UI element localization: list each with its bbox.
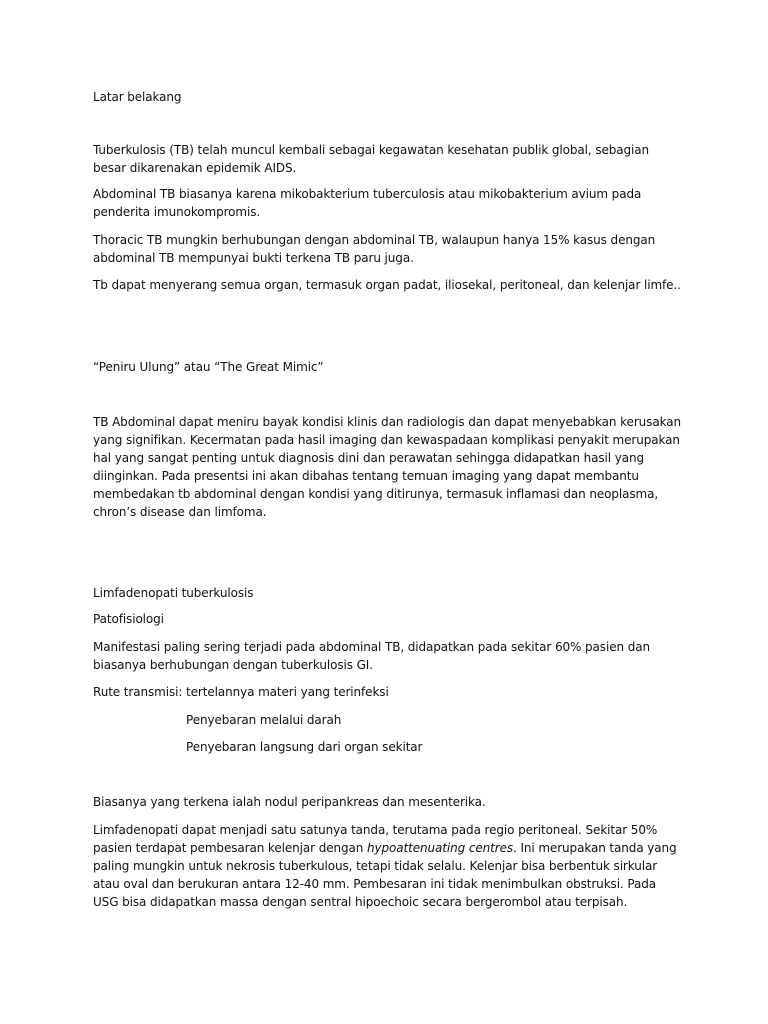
paragraph-text: Limfadenopati dapat menjadi satu satunya tanda, terutama pada regio peritoneal. Sekitar 50% pasien terdapat pembesaran kelenjar dengan: [93, 823, 658, 855]
heading-peniru-ulung: “Peniru Ulung” atau “The Great Mimic”: [93, 360, 324, 374]
rute-item: tertelannya materi yang terinfeksi: [186, 685, 389, 699]
paragraph-manifestasi: Manifestasi paling sering terjadi pada abdominal TB, didapatkan pada sekitar 60% pasien dan biasanya berhubungan dengan tuberkulosis GI.: [93, 640, 650, 672]
rute-transmisi-label: Rute transmisi:: [93, 685, 183, 699]
heading-latar-belakang: Latar belakang: [93, 90, 182, 104]
heading-limfadenopati: Limfadenopati tuberkulosis: [93, 586, 254, 600]
paragraph-text: . Ini merupakan tanda yang paling mungkin untuk nekrosis tuberkulous, tetapi tidak selalu. Kelenjar bisa berbentuk sirkular atau oval dan berukuran antara 12-40 mm. Pembesaran ini tidak menimbulkan obstruksi. Pada USG bisa didapatkan massa dengan sentral hipoechoic secara bergerombol atau terpisah.: [93, 841, 677, 909]
italic-term: hypoattenuating centres: [367, 841, 514, 855]
heading-patofisiologi: Patofisiologi: [93, 612, 164, 626]
rute-item: Penyebaran langsung dari organ sekitar: [186, 740, 423, 754]
paragraph-abdominal-tb: Abdominal TB biasanya karena mikobakterium tuberculosis atau mikobakterium avium pada penderita imunokompromis.: [93, 187, 642, 219]
paragraph-thoracic-tb: Thoracic TB mungkin berhubungan dengan abdominal TB, walaupun hanya 15% kasus dengan abdominal TB mempunyai bukti terkena TB paru juga.: [93, 233, 656, 265]
rute-item: Penyebaran melalui darah: [186, 713, 342, 727]
paragraph-tb-abdominal-mimic: TB Abdominal dapat meniru bayak kondisi klinis dan radiologis dan dapat menyebabkan kerusakan yang signifikan. Kecermatan pada hasil imaging dan kewaspadaan komplikasi penyakit merupakan hal yang sangat penting untuk diagnosis dini dan perawatan sehingga didapatkan hasil yang diinginkan. Pada presentsi ini akan dibahas tentang temuan imaging yang dapat membantu membedakan tb abdominal dengan kondisi yang ditirunya, termasuk inflamasi dan neoplasma, chron’s disease dan limfoma.: [93, 415, 681, 519]
paragraph-nodul: Biasanya yang terkena ialah nodul peripankreas dan mesenterika.: [93, 795, 486, 809]
paragraph-tb-organ: Tb dapat menyerang semua organ, termasuk organ padat, iliosekal, peritoneal, dan kelenjar limfe..: [93, 278, 681, 292]
paragraph-limfadenopati-detail: [93, 821, 683, 911]
paragraph-tuberkulosis: Tuberkulosis (TB) telah muncul kembali sebagai kegawatan kesehatan publik global, sebagian besar dikarenakan epidemik AIDS.: [93, 143, 650, 175]
